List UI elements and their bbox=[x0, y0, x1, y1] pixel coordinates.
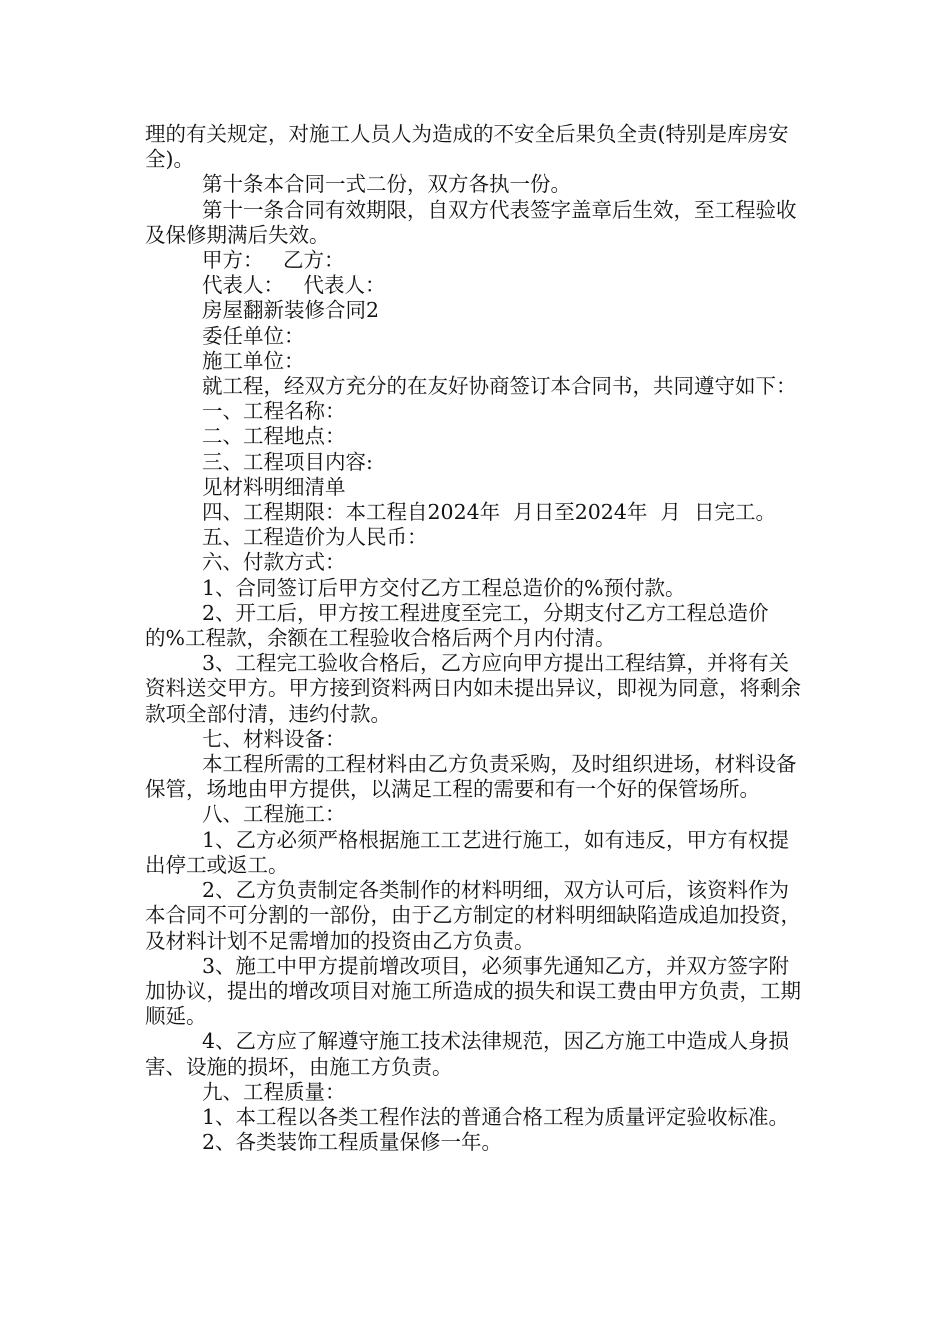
clause-heading: 三、工程项目内容: bbox=[202, 449, 373, 474]
paragraph: 3、工程完工验收合格后，乙方应向甲方提出工程结算，并将有关资料送交甲方。甲方接到资料两日内如未提出异议，即视为同意，将剩余款项全部付清，违约付款。 bbox=[145, 651, 801, 726]
paragraph: 理的有关规定，对施工人员人为造成的不安全后果负全责(特别是库房安全)。 bbox=[145, 122, 789, 172]
paragraph: 就工程，经双方充分的在友好协商签订本合同书，共同遵守如下： bbox=[202, 374, 797, 399]
clause-heading: 二、工程地点： bbox=[202, 424, 346, 449]
paragraph: 1、合同签订后甲方交付乙方工程总造价的%预付款。 bbox=[202, 575, 686, 600]
paragraph: 2、各类装饰工程质量保修一年。 bbox=[202, 1130, 503, 1155]
paragraph: 委任单位： bbox=[202, 323, 305, 348]
clause-heading: 八、工程施工： bbox=[202, 802, 346, 827]
paragraph: 第十条本合同一式二份，双方各执一份。 bbox=[202, 172, 571, 197]
clause-heading: 六、付款方式： bbox=[202, 550, 346, 575]
paragraph: 2、开工后，甲方按工程进度至完工，分期支付乙方工程总造价的%工程款，余额在工程验收合格后两个月内付清。 bbox=[145, 600, 769, 651]
section-title: 房屋翻新装修合同2 bbox=[202, 298, 380, 323]
paragraph: 1、本工程以各类工程作法的普通合格工程为质量评定验收标准。 bbox=[202, 1104, 790, 1129]
clause-heading: 五、工程造价为人民币： bbox=[202, 525, 428, 550]
paragraph: 施工单位： bbox=[202, 348, 305, 373]
paragraph: 第十一条合同有效期限，自双方代表签字盖章后生效，至工程验收及保修期满后失效。 bbox=[145, 197, 797, 247]
signature-representative-line: 代表人： 代表人： bbox=[202, 273, 386, 298]
document-body bbox=[145, 122, 807, 1155]
paragraph: 本工程所需的工程材料由乙方负责采购，及时组织进场，材料设备保管，场地由甲方提供，以满足工程的需要和有一个好的保管场所。 bbox=[145, 752, 797, 802]
signature-party-line: 甲方： 乙方： bbox=[202, 248, 345, 273]
clause-heading: 七、材料设备： bbox=[202, 726, 346, 751]
clause-heading: 九、工程质量： bbox=[202, 1079, 346, 1104]
paragraph: 2、乙方负责制定各类制作的材料明细，双方认可后，该资料作为本合同不可分割的一部份，由于乙方制定的材料明细缺陷造成追加投资，及材料计划不足需增加的投资由乙方负责。 bbox=[145, 878, 801, 953]
paragraph: 1、乙方必须严格根据施工工艺进行施工，如有违反，甲方有权提出停工或返工。 bbox=[145, 827, 790, 877]
paragraph: 3、施工中甲方提前增改项目，必须事先通知乙方，并双方签字附加协议，提出的增改项目对施工所造成的损失和误工费由甲方负责，工期顺延。 bbox=[145, 953, 801, 1029]
clause-heading: 一、工程名称： bbox=[202, 399, 346, 424]
clause-heading: 四、工程期限：本工程自2024年 月日至2024年 月 日完工。 bbox=[202, 500, 776, 525]
paragraph: 见材料明细清单 bbox=[202, 474, 346, 499]
paragraph: 4、乙方应了解遵守施工技术法律规范，因乙方施工中造成人身损害、设施的损坏，由施工方负责。 bbox=[145, 1029, 790, 1079]
